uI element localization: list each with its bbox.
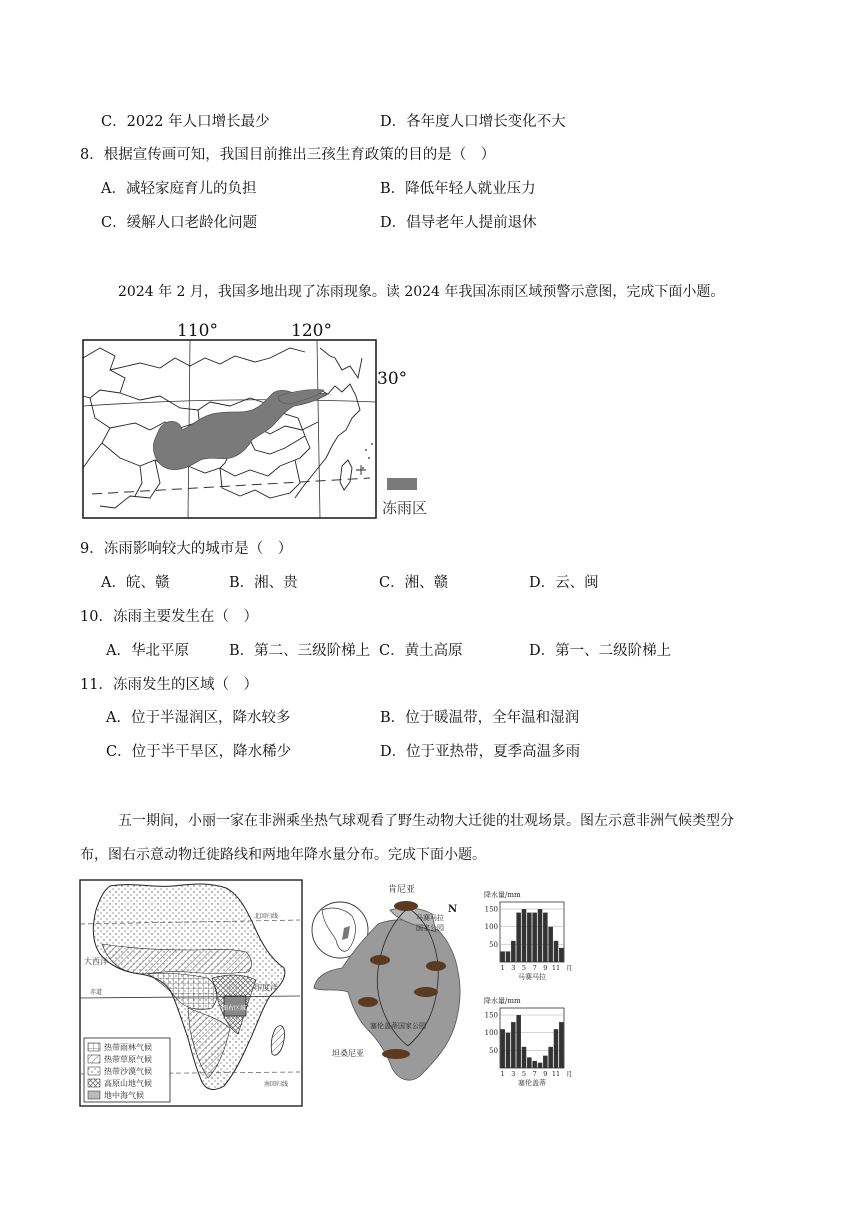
chart-ylabel: 降水量/mm: [484, 997, 521, 1005]
chart-bar: [538, 1063, 543, 1068]
intro-freezing-rain: 2024 年 2 月，我国多地出现了冻雨现象。读 2024 年我国冻雨区域预警示意图，完成下面小题。: [118, 284, 725, 300]
precip-chart-serengeti-svg: [482, 996, 582, 1086]
chart-bar: [538, 909, 543, 962]
q8-stem: 8．根据宣传画可知，我国目前推出三孩生育政策的目的是（ ）: [80, 147, 496, 163]
animal-icon-3: [426, 961, 446, 971]
chart-bar: [548, 1047, 553, 1068]
chart-x-tick-label: 5: [521, 964, 527, 972]
chart-x-tick-label: 1: [500, 964, 505, 972]
chart-x-tick-label: 1: [500, 1070, 505, 1078]
target-region-label: 图右区域: [222, 1005, 247, 1012]
intro-africa-line-2: 布，图右示意动物迁徙路线和两地年降水量分布。完成下面小题。: [80, 847, 486, 863]
chart-bar: [500, 951, 505, 962]
chart-bar: [543, 1056, 548, 1068]
tanzania-label: 坦桑尼亚: [332, 1049, 364, 1058]
animal-icon-4: [414, 987, 438, 997]
freezing-rain-map-svg: [80, 318, 440, 523]
chart-x-tick-label: 5: [521, 1070, 527, 1078]
legend-text-5: 地中海气候: [104, 1091, 144, 1100]
chart-x-tick-label: 3: [511, 1070, 516, 1078]
q10-option-b: B．第二、三级阶梯上: [229, 643, 371, 659]
q9-stem: 9．冻雨影响较大的城市是（ ）: [80, 541, 293, 557]
chart-bar: [532, 913, 537, 962]
q11-stem: 11．冻雨发生的区域（ ）: [80, 677, 258, 693]
masai-mara-label-2: 国家公园: [416, 924, 444, 932]
q8-option-c: C．缓解人口老龄化问题: [101, 215, 258, 231]
migration-map: [308, 880, 478, 1100]
chart-bar: [511, 1022, 516, 1068]
africa-climate-map-svg: [78, 878, 306, 1108]
q9-option-a: A．皖、赣: [101, 575, 170, 591]
chart-x-tick-label: 7: [532, 964, 537, 972]
serengeti-label: 塞伦盖蒂国家公园: [370, 1022, 426, 1030]
q9-option-b: B．湘、贵: [229, 575, 298, 591]
africa-climate-map: [78, 878, 306, 1108]
chart-title: 马赛马拉: [518, 973, 546, 980]
chart-y-tick-label: 100: [484, 923, 498, 932]
chart-y-tick-label: 50: [489, 1046, 498, 1055]
legend-text-4: 高原山地气候: [104, 1079, 152, 1088]
chart-y-tick-label: 150: [484, 905, 498, 914]
q10-option-c: C．黄土高原: [379, 643, 463, 659]
lat-label-30: 30°: [377, 369, 408, 389]
north-arrow: N: [448, 904, 458, 915]
tropic-of-capricorn-label: 南回归线: [264, 1081, 289, 1088]
legend-swatch: [387, 478, 417, 490]
precip-chart-masai-mara: [482, 890, 582, 980]
legend-swatch-mediterranean: [88, 1091, 100, 1099]
legend-swatch-desert: [88, 1067, 100, 1075]
chart-bar: [548, 927, 553, 962]
freezing-rain-map: [80, 318, 440, 523]
chart-bar: [511, 941, 516, 962]
chart-bar: [522, 909, 527, 962]
q10-stem: 10．冻雨主要发生在（ ）: [80, 609, 258, 625]
legend-text-2: 热带草原气候: [104, 1055, 152, 1064]
chart-xlabel: 月: [566, 964, 573, 972]
chart-y-tick-label: 150: [484, 1011, 498, 1020]
q7-option-d: D．各年度人口增长变化不大: [380, 114, 566, 130]
chart-x-tick-label: 3: [511, 964, 516, 972]
legend-swatch-rainforest: [88, 1043, 100, 1051]
animal-icon-5: [358, 997, 378, 1007]
q9-option-c: C．湘、赣: [379, 575, 449, 591]
chart-x-tick-label: 9: [543, 964, 548, 972]
chart-bar: [543, 913, 548, 962]
chart-bar: [559, 1022, 564, 1068]
chart-bar: [506, 1033, 511, 1068]
chart-bar: [506, 951, 511, 962]
legend-text-1: 热带雨林气候: [104, 1043, 152, 1052]
animal-icon-1: [394, 901, 418, 911]
chart-bar: [522, 1047, 527, 1068]
precip-chart-masai-mara-svg: [482, 890, 582, 980]
chart-bar: [500, 1029, 505, 1068]
q7-option-c: C．2022 年人口增长最少: [101, 114, 270, 130]
chart-y-tick-label: 100: [484, 1029, 498, 1038]
animal-icon-6: [382, 1049, 410, 1059]
q10-option-d: D．第一、二级阶梯上: [529, 643, 672, 659]
indian-ocean-label: 印度洋: [254, 983, 278, 992]
chart-x-tick-label: 11: [551, 964, 561, 972]
tropic-of-cancer-label: 北回归线: [254, 913, 279, 920]
migration-map-svg: [308, 880, 478, 1100]
intro-africa-line-1: 五一期间，小丽一家在非洲乘坐热气球观看了野生动物大迁徙的壮观场景。图左示意非洲气候类型分: [118, 813, 734, 829]
q11-option-d: D．位于亚热带，夏季高温多雨: [380, 744, 581, 760]
masai-mara-label-1: 马赛马拉: [416, 914, 444, 922]
chart-bar: [527, 913, 532, 962]
chart-xlabel: 月: [566, 1070, 573, 1078]
chart-ylabel: 降水量/mm: [484, 891, 521, 899]
q9-option-d: D．云、闽: [529, 575, 599, 591]
chart-bar: [554, 1029, 559, 1068]
legend-swatch-highland: [88, 1079, 100, 1087]
chart-title: 塞伦盖蒂: [518, 1079, 546, 1086]
chart-bar: [516, 913, 521, 962]
atlantic-label: 大西洋: [84, 957, 108, 966]
chart-x-tick-label: 7: [532, 1070, 537, 1078]
chart-x-tick-label: 11: [551, 1070, 561, 1078]
q11-option-c: C．位于半干旱区，降水稀少: [106, 744, 292, 760]
chart-bar: [554, 941, 559, 962]
q8-option-a: A．减轻家庭育儿的负担: [101, 181, 257, 197]
equator-label: 赤道: [90, 989, 103, 996]
legend-swatch-savanna: [88, 1055, 100, 1063]
q8-option-b: B．降低年轻人就业压力: [380, 181, 536, 197]
q11-option-a: A．位于半湿润区，降水较多: [106, 710, 291, 726]
kenya-label: 肯尼亚: [388, 885, 416, 895]
chart-bar: [527, 1057, 532, 1068]
legend-label: 冻雨区: [382, 499, 428, 517]
lon-label-110: 110°: [177, 321, 218, 341]
legend-text-3: 热带沙漠气候: [104, 1067, 152, 1076]
animal-icon-2: [370, 955, 390, 965]
q11-option-b: B．位于暖温带，全年温和湿润: [380, 710, 580, 726]
chart-bar: [516, 1015, 521, 1068]
precip-chart-serengeti: [482, 996, 582, 1086]
chart-bar: [532, 1061, 537, 1068]
chart-y-tick-label: 50: [489, 940, 498, 949]
chart-x-tick-label: 9: [543, 1070, 548, 1078]
q8-option-d: D．倡导老年人提前退休: [380, 215, 537, 231]
chart-bar: [559, 948, 564, 962]
lon-label-120: 120°: [291, 321, 332, 341]
legend-items: [88, 1042, 152, 1100]
q10-option-a: A．华北平原: [106, 643, 189, 659]
